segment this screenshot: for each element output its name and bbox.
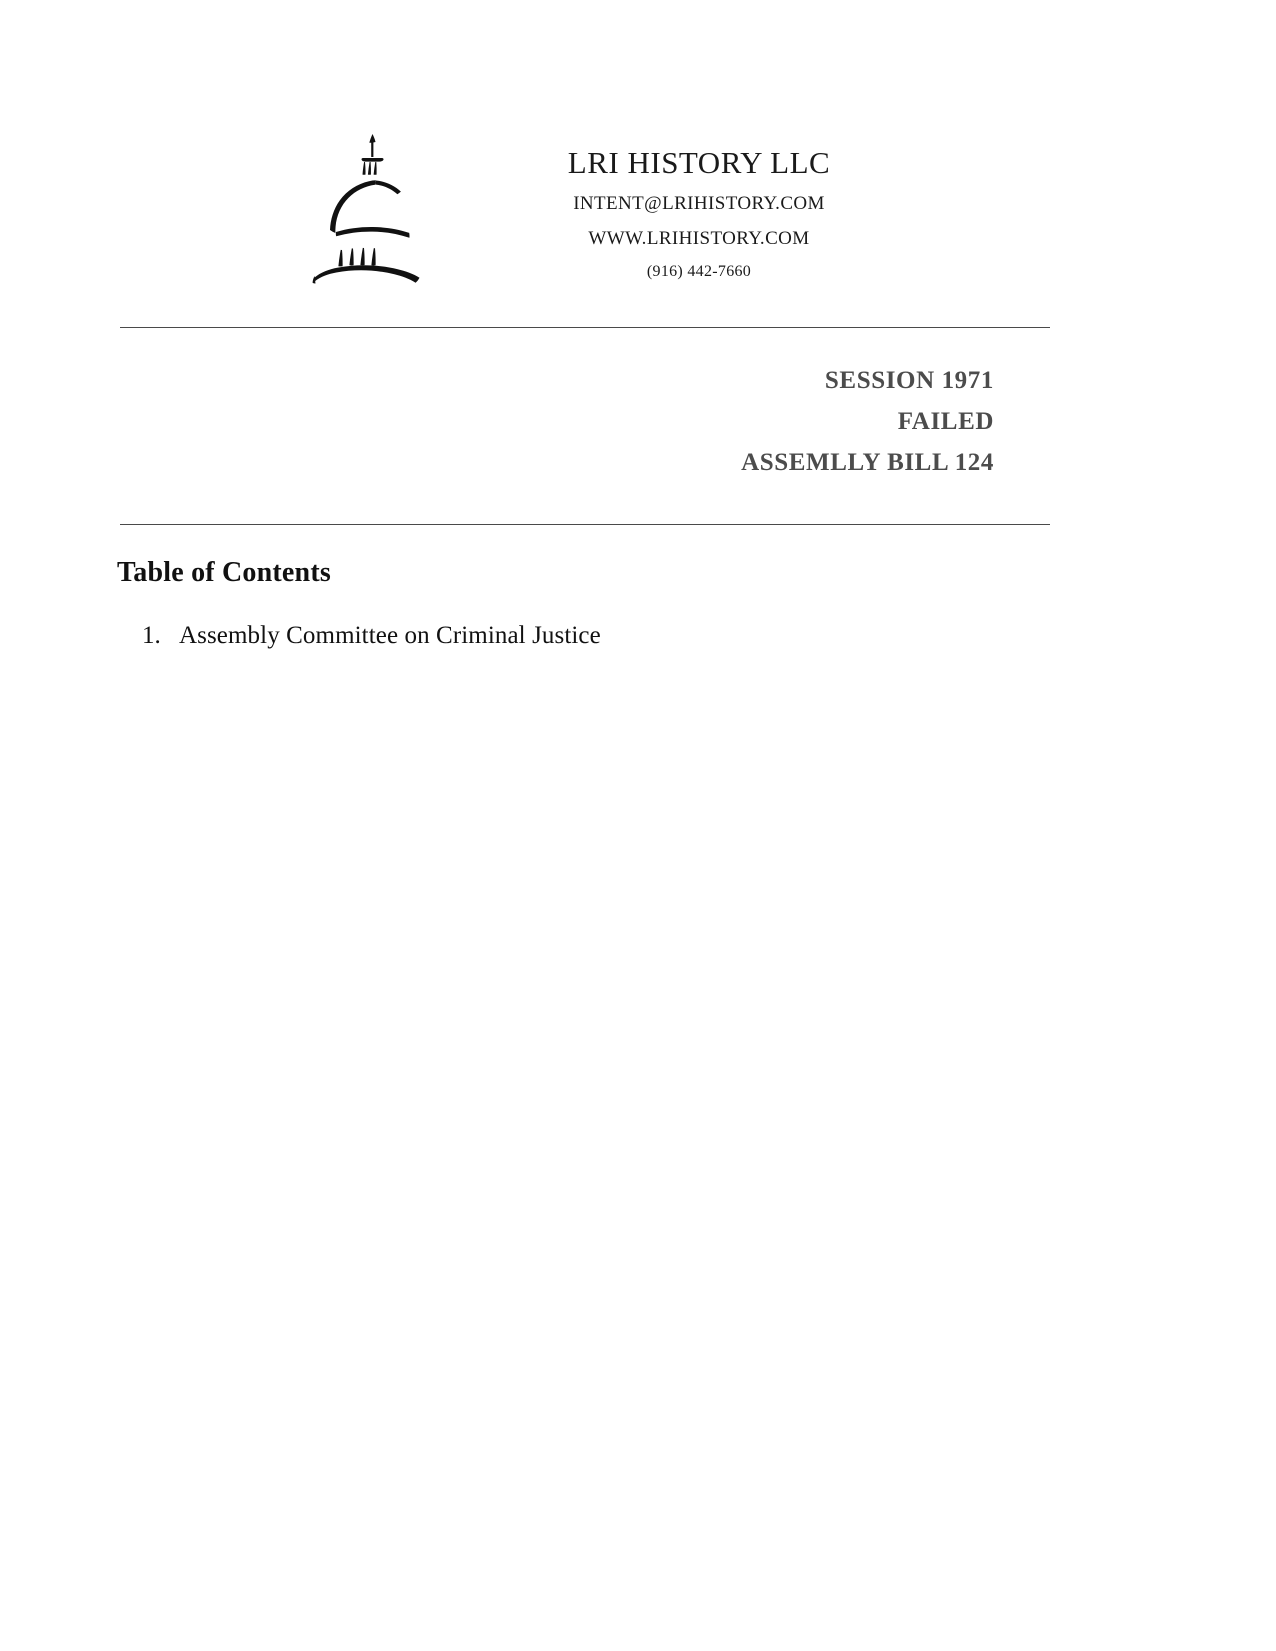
divider-bottom (120, 524, 1050, 525)
divider-top (120, 327, 1050, 328)
org-info-block (464, 118, 934, 281)
status-line: FAILED (897, 408, 994, 435)
table-of-contents-list (117, 620, 1017, 653)
list-item[interactable] (117, 620, 1017, 653)
org-name: LRI HISTORY LLC (567, 145, 831, 180)
org-email: INTENT@LRIHISTORY.COM (573, 193, 825, 215)
letterhead (0, 118, 1276, 291)
capitol-dome-logo-icon (302, 126, 442, 291)
toc-item-label: Assembly Committee on Criminal Justice (179, 622, 601, 649)
org-phone: (916) 442-7660 (646, 262, 752, 280)
bill-title-block (120, 360, 994, 483)
org-website: WWW.LRIHISTORY.COM (588, 227, 810, 249)
session-line: SESSION 1971 (824, 367, 994, 394)
toc-item-number: 1. (142, 622, 161, 649)
table-of-contents-heading: Table of Contents (117, 557, 331, 588)
bill-number-line: ASSEMLLY BILL 124 (741, 449, 994, 476)
logo-container (292, 118, 452, 291)
